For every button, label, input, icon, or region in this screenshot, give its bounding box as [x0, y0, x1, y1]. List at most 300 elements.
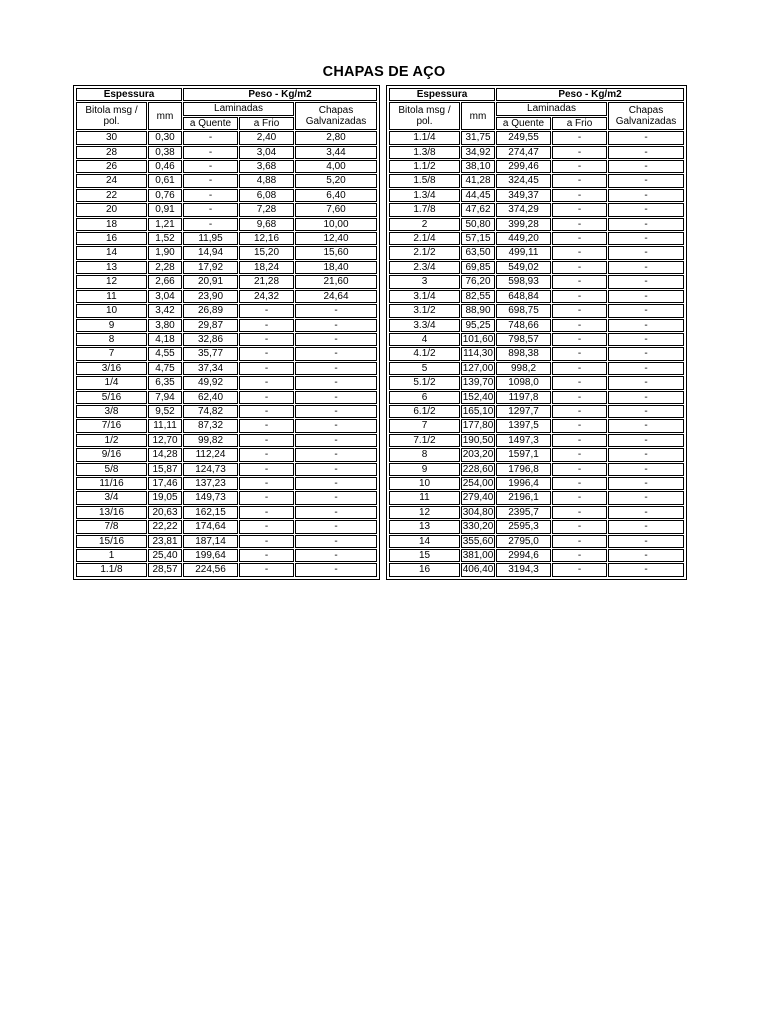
a-quente-cell: - — [183, 189, 238, 202]
mm-cell: 47,62 — [461, 203, 495, 216]
table-row — [389, 563, 684, 576]
table-row — [76, 304, 377, 317]
a-frio-cell: - — [552, 290, 607, 303]
a-quente-cell: - — [183, 174, 238, 187]
a-frio-cell: - — [552, 535, 607, 548]
table-row — [389, 347, 684, 360]
mm-cell: 0,38 — [148, 146, 182, 159]
table-row — [76, 319, 377, 332]
bitola-cell: 3 — [389, 275, 460, 288]
a-frio-cell: - — [552, 131, 607, 144]
a-frio-cell: - — [239, 333, 294, 346]
a-frio-cell: - — [239, 448, 294, 461]
bitola-cell: 9 — [389, 463, 460, 476]
a-quente-cell: 2395,7 — [496, 506, 551, 519]
a-quente-cell: 399,28 — [496, 218, 551, 231]
table-row — [389, 275, 684, 288]
mm-cell: 44,45 — [461, 189, 495, 202]
a-quente-cell: 37,34 — [183, 362, 238, 375]
table-row — [76, 275, 377, 288]
mm-cell: 12,70 — [148, 434, 182, 447]
bitola-cell: 8 — [389, 448, 460, 461]
a-quente-cell: 162,15 — [183, 506, 238, 519]
mm-cell: 0,61 — [148, 174, 182, 187]
a-quente-cell: 324,45 — [496, 174, 551, 187]
mm-cell: 203,20 — [462, 449, 494, 461]
mm-cell: 20,63 — [148, 506, 182, 519]
galvanizadas-cell: - — [295, 506, 377, 519]
mm-cell: 2,28 — [148, 261, 182, 274]
galvanizadas-cell: - — [295, 549, 377, 562]
bitola-cell: 3.1/4 — [389, 290, 460, 303]
a-quente-cell: 14,94 — [183, 246, 238, 259]
mm-cell: 228,60 — [462, 463, 494, 475]
a-quente-cell: 1597,1 — [496, 448, 551, 461]
header-a-frio: a Frio — [552, 117, 607, 130]
a-quente-cell: 11,95 — [183, 232, 238, 245]
galvanizadas-cell: - — [608, 448, 684, 461]
a-frio-cell: 3,04 — [239, 146, 294, 159]
mm-cell: 0,76 — [148, 189, 182, 202]
a-frio-cell: - — [239, 491, 294, 504]
table-row — [389, 304, 684, 317]
galvanizadas-cell: - — [295, 347, 377, 360]
mm-cell: 31,75 — [461, 131, 495, 144]
right-table-body — [389, 131, 684, 577]
galvanizadas-cell: - — [608, 506, 684, 519]
bitola-cell: 24 — [76, 174, 147, 187]
bitola-cell: 3/16 — [76, 362, 147, 375]
a-quente-cell: 898,38 — [496, 347, 551, 360]
mm-cell: 0,46 — [148, 160, 182, 173]
table-row — [76, 131, 377, 144]
galvanizadas-cell: - — [608, 174, 684, 187]
bitola-cell: 3/4 — [76, 491, 147, 504]
mm-cell: 6,35 — [148, 376, 182, 389]
galvanizadas-cell: - — [608, 535, 684, 548]
a-quente-cell: 499,11 — [496, 246, 551, 259]
bitola-cell: 5/8 — [76, 463, 147, 476]
bitola-cell: 3.3/4 — [389, 319, 460, 332]
table-row — [76, 391, 377, 404]
bitola-cell: 4.1/2 — [389, 347, 460, 360]
a-frio-cell: - — [552, 549, 607, 562]
mm-cell: 34,92 — [461, 146, 495, 159]
a-frio-cell: - — [239, 347, 294, 360]
mm-cell: 88,90 — [461, 304, 495, 317]
a-frio-cell: - — [552, 463, 607, 476]
a-quente-cell: 35,77 — [183, 347, 238, 360]
mm-cell: 22,22 — [148, 520, 182, 533]
galvanizadas-cell: - — [608, 275, 684, 288]
mm-cell: 2,66 — [148, 275, 182, 288]
bitola-cell: 1/2 — [76, 434, 147, 447]
table-row — [389, 246, 684, 259]
bitola-cell: 26 — [76, 160, 147, 173]
a-frio-cell: - — [552, 563, 607, 576]
mm-cell: 165,10 — [462, 405, 494, 417]
table-row — [76, 563, 377, 576]
bitola-cell: 16 — [389, 563, 460, 576]
bitola-cell: 7.1/2 — [389, 434, 460, 447]
mm-cell: 355,60 — [462, 535, 494, 547]
mm-cell: 279,40 — [462, 492, 494, 504]
a-quente-cell: - — [183, 131, 238, 144]
table-row — [389, 232, 684, 245]
bitola-cell: 11 — [76, 290, 147, 303]
galvanizadas-cell: 15,60 — [295, 246, 377, 259]
bitola-cell: 14 — [389, 535, 460, 548]
table-row — [389, 160, 684, 173]
a-frio-cell: - — [552, 218, 607, 231]
table-row — [76, 477, 377, 490]
a-frio-cell: - — [552, 477, 607, 490]
table-row — [389, 333, 684, 346]
bitola-cell: 1.7/8 — [389, 203, 460, 216]
mm-cell: 76,20 — [461, 275, 495, 288]
galvanizadas-cell: 6,40 — [295, 189, 377, 202]
galvanizadas-cell: 5,20 — [295, 174, 377, 187]
bitola-cell: 11/16 — [76, 477, 147, 490]
table-row — [389, 218, 684, 231]
galvanizadas-cell: - — [295, 463, 377, 476]
bitola-cell: 5.1/2 — [389, 376, 460, 389]
a-frio-cell: - — [552, 376, 607, 389]
table-row — [76, 506, 377, 519]
a-frio-cell: - — [239, 319, 294, 332]
table-row — [76, 146, 377, 159]
a-quente-cell: - — [183, 203, 238, 216]
table-row — [389, 290, 684, 303]
bitola-cell: 10 — [389, 477, 460, 490]
mm-cell: 1,21 — [148, 218, 182, 231]
galvanizadas-cell: - — [295, 535, 377, 548]
table-row — [76, 203, 377, 216]
bitola-cell: 1.3/4 — [389, 189, 460, 202]
table-row — [76, 174, 377, 187]
a-quente-cell: 374,29 — [496, 203, 551, 216]
bitola-cell: 1.1/2 — [389, 160, 460, 173]
a-quente-cell: 274,47 — [496, 146, 551, 159]
bitola-cell: 5 — [389, 362, 460, 375]
mm-cell: 7,94 — [148, 391, 182, 404]
table-row — [76, 333, 377, 346]
galvanizadas-cell: - — [295, 434, 377, 447]
mm-cell: 23,81 — [148, 535, 182, 548]
bitola-cell: 22 — [76, 189, 147, 202]
table-row — [389, 362, 684, 375]
mm-cell: 101,60 — [462, 333, 494, 345]
galvanizadas-cell: 10,00 — [295, 218, 377, 231]
table-row — [389, 448, 684, 461]
a-quente-cell: 99,82 — [183, 434, 238, 447]
mm-cell: 41,28 — [461, 174, 495, 187]
a-frio-cell: - — [552, 362, 607, 375]
bitola-cell: 2.1/2 — [389, 246, 460, 259]
galvanizadas-cell: - — [608, 218, 684, 231]
galvanizadas-cell: - — [295, 448, 377, 461]
table-row — [76, 376, 377, 389]
mm-cell: 254,00 — [462, 477, 494, 489]
table-row — [389, 463, 684, 476]
a-quente-cell: 23,90 — [183, 290, 238, 303]
a-frio-cell: 4,88 — [239, 174, 294, 187]
a-frio-cell: 18,24 — [239, 261, 294, 274]
a-quente-cell: 1397,5 — [496, 419, 551, 432]
a-quente-cell: 199,64 — [183, 549, 238, 562]
table-row — [76, 491, 377, 504]
a-frio-cell: - — [239, 405, 294, 418]
galvanizadas-cell: 21,60 — [295, 275, 377, 288]
a-quente-cell: 2595,3 — [496, 520, 551, 533]
table-row — [389, 477, 684, 490]
table-row — [389, 520, 684, 533]
a-quente-cell: 187,14 — [183, 535, 238, 548]
bitola-cell: 1.3/8 — [389, 146, 460, 159]
table-row — [76, 405, 377, 418]
a-quente-cell: 1297,7 — [496, 405, 551, 418]
table-row — [389, 174, 684, 187]
bitola-cell: 9/16 — [76, 448, 147, 461]
a-quente-cell: 1796,8 — [496, 463, 551, 476]
bitola-cell: 10 — [76, 304, 147, 317]
a-quente-cell: 124,73 — [183, 463, 238, 476]
galvanizadas-cell: 24,64 — [295, 290, 377, 303]
table-row — [76, 535, 377, 548]
galvanizadas-cell: - — [608, 491, 684, 504]
a-frio-cell: - — [552, 275, 607, 288]
galvanizadas-cell: - — [608, 477, 684, 490]
table-row — [389, 434, 684, 447]
a-frio-cell: - — [239, 434, 294, 447]
table-row — [389, 506, 684, 519]
galvanizadas-cell: - — [608, 290, 684, 303]
a-quente-cell: 2196,1 — [496, 491, 551, 504]
bitola-cell: 5/16 — [76, 391, 147, 404]
table-row — [76, 362, 377, 375]
a-frio-cell: - — [239, 362, 294, 375]
left-table-body — [76, 131, 377, 577]
a-quente-cell: 648,84 — [496, 290, 551, 303]
a-frio-cell: - — [552, 506, 607, 519]
a-quente-cell: 62,40 — [183, 391, 238, 404]
galvanizadas-cell: - — [295, 405, 377, 418]
a-quente-cell: 49,92 — [183, 376, 238, 389]
a-frio-cell: - — [552, 246, 607, 259]
header-a-quente: a Quente — [183, 117, 238, 130]
table-row — [76, 218, 377, 231]
galvanizadas-cell: - — [608, 319, 684, 332]
galvanizadas-cell: - — [608, 189, 684, 202]
mm-cell: 15,87 — [148, 463, 182, 476]
bitola-cell: 20 — [76, 203, 147, 216]
a-frio-cell: - — [239, 563, 294, 576]
a-quente-cell: 32,86 — [183, 333, 238, 346]
header-laminadas: Laminadas — [183, 102, 294, 115]
mm-cell: 3,80 — [148, 319, 182, 332]
mm-cell: 25,40 — [148, 549, 182, 562]
header-a-quente: a Quente — [496, 117, 551, 130]
a-quente-cell: 26,89 — [183, 304, 238, 317]
table-row — [389, 319, 684, 332]
galvanizadas-cell: - — [608, 203, 684, 216]
bitola-cell: 11 — [389, 491, 460, 504]
a-frio-cell: - — [552, 319, 607, 332]
table-row — [76, 160, 377, 173]
header-a-frio: a Frio — [239, 117, 294, 130]
mm-cell: 330,20 — [462, 521, 494, 533]
a-quente-cell: 224,56 — [183, 563, 238, 576]
mm-cell: 0,91 — [148, 203, 182, 216]
a-quente-cell: - — [183, 146, 238, 159]
a-frio-cell: - — [552, 391, 607, 404]
table-row — [76, 448, 377, 461]
bitola-cell: 13/16 — [76, 506, 147, 519]
a-frio-cell: 3,68 — [239, 160, 294, 173]
table-row — [76, 419, 377, 432]
bitola-cell: 1.5/8 — [389, 174, 460, 187]
table-row — [389, 146, 684, 159]
a-frio-cell: - — [239, 391, 294, 404]
a-frio-cell: - — [552, 304, 607, 317]
a-quente-cell: 449,20 — [496, 232, 551, 245]
bitola-cell: 30 — [76, 131, 147, 144]
a-frio-cell: 15,20 — [239, 246, 294, 259]
bitola-cell: 14 — [76, 246, 147, 259]
header-bitola: Bitola msg / pol. — [389, 102, 460, 130]
table-row — [76, 232, 377, 245]
bitola-cell: 3.1/2 — [389, 304, 460, 317]
a-quente-cell: 249,55 — [496, 131, 551, 144]
a-frio-cell: - — [552, 160, 607, 173]
a-frio-cell: - — [552, 347, 607, 360]
galvanizadas-cell: 12,40 — [295, 232, 377, 245]
a-frio-cell: - — [239, 376, 294, 389]
mm-cell: 57,15 — [461, 232, 495, 245]
a-quente-cell: 20,91 — [183, 275, 238, 288]
mm-cell: 406,40 — [462, 564, 494, 576]
header-laminadas: Laminadas — [496, 102, 607, 115]
galvanizadas-cell: 4,00 — [295, 160, 377, 173]
mm-cell: 95,25 — [461, 319, 495, 332]
bitola-cell: 2 — [389, 218, 460, 231]
a-frio-cell: 6,08 — [239, 189, 294, 202]
a-frio-cell: - — [239, 463, 294, 476]
a-frio-cell: - — [552, 491, 607, 504]
table-row — [389, 261, 684, 274]
a-frio-cell: - — [552, 232, 607, 245]
bitola-cell: 1/4 — [76, 376, 147, 389]
a-frio-cell: - — [552, 520, 607, 533]
a-quente-cell: 598,93 — [496, 275, 551, 288]
header-mm: mm — [461, 102, 495, 130]
mm-cell: 28,57 — [148, 563, 182, 576]
galvanizadas-cell: - — [295, 491, 377, 504]
mm-cell: 17,46 — [148, 477, 182, 490]
bitola-cell: 6 — [389, 391, 460, 404]
header-bitola: Bitola msg / pol. — [76, 102, 147, 130]
galvanizadas-cell: - — [295, 304, 377, 317]
mm-cell: 63,50 — [461, 246, 495, 259]
galvanizadas-cell: - — [608, 347, 684, 360]
bitola-cell: 1 — [76, 549, 147, 562]
bitola-cell: 7 — [76, 347, 147, 360]
bitola-cell: 1.1/8 — [76, 563, 147, 576]
header-peso: Peso - Kg/m2 — [496, 88, 684, 101]
mm-cell: 114,30 — [461, 347, 495, 360]
galvanizadas-cell: - — [608, 520, 684, 533]
table-row — [389, 549, 684, 562]
galvanizadas-cell: - — [295, 362, 377, 375]
galvanizadas-cell: - — [295, 477, 377, 490]
bitola-cell: 28 — [76, 146, 147, 159]
galvanizadas-cell: - — [608, 405, 684, 418]
table-row — [76, 189, 377, 202]
galvanizadas-cell: - — [608, 146, 684, 159]
header-espessura: Espessura — [76, 88, 182, 101]
a-quente-cell: 1197,8 — [496, 391, 551, 404]
right-table — [388, 87, 685, 578]
galvanizadas-cell: - — [295, 520, 377, 533]
right-table-frame — [386, 85, 687, 580]
table-row — [389, 376, 684, 389]
bitola-cell: 13 — [76, 261, 147, 274]
table-row — [76, 463, 377, 476]
bitola-cell: 2.1/4 — [389, 232, 460, 245]
bitola-cell: 18 — [76, 218, 147, 231]
bitola-cell: 15 — [389, 549, 460, 562]
a-quente-cell: 299,46 — [496, 160, 551, 173]
a-frio-cell: - — [239, 506, 294, 519]
a-frio-cell: - — [239, 477, 294, 490]
mm-cell: 190,50 — [462, 434, 494, 446]
mm-cell: 177,80 — [462, 420, 494, 432]
a-frio-cell: 21,28 — [239, 275, 294, 288]
a-frio-cell: - — [239, 419, 294, 432]
bitola-cell: 7 — [389, 419, 460, 432]
a-frio-cell: - — [552, 174, 607, 187]
bitola-cell: 2.3/4 — [389, 261, 460, 274]
galvanizadas-cell: - — [295, 563, 377, 576]
bitola-cell: 4 — [389, 333, 460, 346]
a-frio-cell: 9,68 — [239, 218, 294, 231]
mm-cell: 82,55 — [461, 290, 495, 303]
a-quente-cell: 3194,3 — [496, 563, 551, 576]
left-table — [75, 87, 378, 578]
a-quente-cell: 549,02 — [496, 261, 551, 274]
mm-cell: 3,42 — [148, 304, 182, 317]
mm-cell: 9,52 — [148, 405, 182, 418]
mm-cell: 3,04 — [148, 290, 182, 303]
bitola-cell: 6.1/2 — [389, 405, 460, 418]
header-chapas-galvanizadas: Chapas Galvanizadas — [295, 102, 377, 130]
table-row — [76, 246, 377, 259]
galvanizadas-cell: - — [608, 419, 684, 432]
a-quente-cell: 698,75 — [496, 304, 551, 317]
table-row — [76, 549, 377, 562]
mm-cell: 69,85 — [461, 261, 495, 274]
a-frio-cell: - — [239, 535, 294, 548]
mm-cell: 1,90 — [148, 246, 182, 259]
header-peso: Peso - Kg/m2 — [183, 88, 377, 101]
galvanizadas-cell: 2,80 — [295, 131, 377, 144]
table-row — [76, 261, 377, 274]
page-title: CHAPAS DE AÇO — [322, 64, 446, 80]
a-quente-cell: 1098,0 — [496, 376, 551, 389]
a-quente-cell: 1996,4 — [496, 477, 551, 490]
a-quente-cell: 998,2 — [496, 362, 551, 375]
a-frio-cell: - — [239, 549, 294, 562]
